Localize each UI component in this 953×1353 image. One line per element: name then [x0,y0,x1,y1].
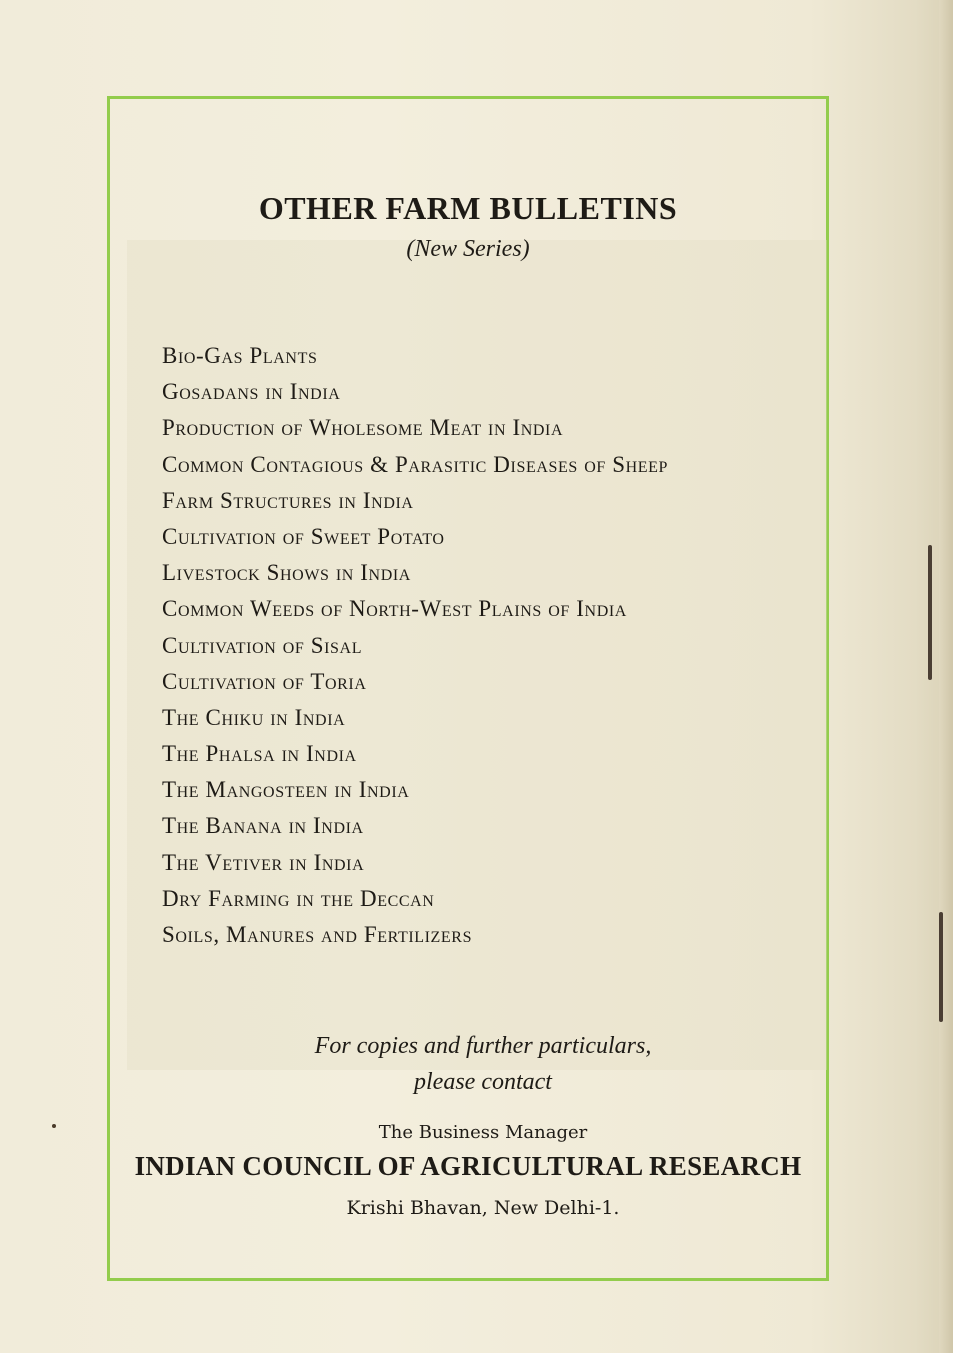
contact-line-1: For copies and further particulars, [314,1033,652,1059]
organization-name: INDIAN COUNCIL OF AGRICULTURAL RESEARCH [134,1151,802,1181]
bulletin-item: Soils, Manures and Fertilizers [162,922,473,947]
booklet-spine-edge [939,0,953,1353]
bulletin-item: The Vetiver in India [162,849,365,875]
bulletin-item: The Phalsa in India [162,741,357,767]
bulletin-item: Common Contagious & Parasitic Diseases of Sheep [162,451,668,477]
bulletin-item: The Chiku in India [162,704,346,730]
paper-speck [52,1124,56,1128]
bulletin-item: Common Weeds of North-West Plains of India [162,596,627,622]
page-subtitle: (New Series) [406,236,530,262]
bulletin-item: Cultivation of Sisal [162,632,363,658]
staple-bottom [939,912,943,1022]
bulletin-item: Livestock Shows in India [162,560,411,586]
bulletin-item: Gosadans in India [162,379,341,405]
bulletin-item: The Mangosteen in India [162,777,410,803]
business-manager-label: The Business Manager [378,1122,588,1143]
staple-top [928,545,932,680]
bulletin-item: The Banana in India [162,813,364,839]
bulletin-item: Cultivation of Sweet Potato [162,523,445,549]
bulletin-item: Bio-Gas Plants [162,343,318,368]
bulletin-item: Production of Wholesome Meat in India [162,415,564,441]
organization-address: Krishi Bhavan, New Delhi-1. [346,1197,620,1219]
contact-line-2: please contact [414,1069,552,1095]
bulletin-item: Dry Farming in the Deccan [162,885,435,911]
bulletin-list [162,338,668,953]
page-title: OTHER FARM BULLETINS [258,190,678,226]
bulletin-item: Cultivation of Toria [162,668,367,694]
bulletin-item: Farm Structures in India [162,487,414,513]
